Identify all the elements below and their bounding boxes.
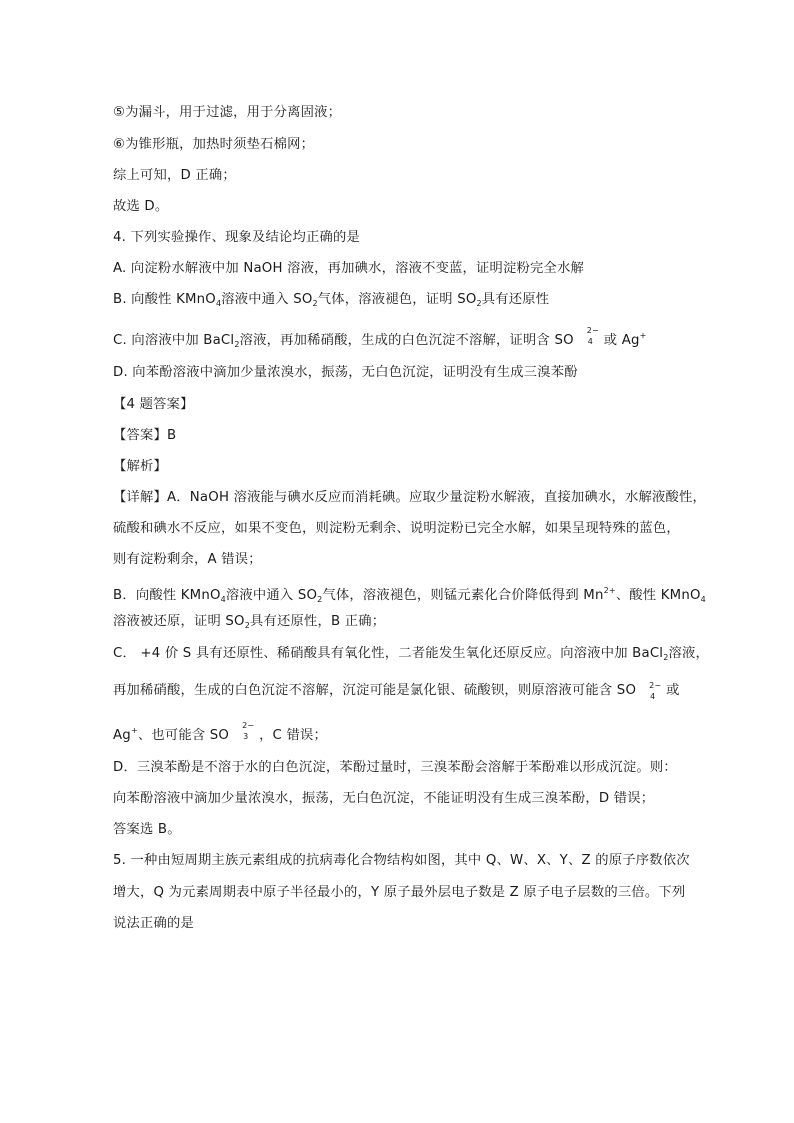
question-5-stem: 增大，Q 为元素周期表中原子半径最小的，Y 原子最外层电子数是 Z 原子电子层数的三倍。下列 <box>113 885 686 900</box>
question-5-stem: 说法正确的是 <box>113 916 194 931</box>
detail-line: 【详解】A．NaOH 溶液能与碘水反应而消耗碘。应取少量淀粉水解液，直接加碘水，水解液酸性， <box>113 490 706 505</box>
detail-b-line-2: 溶液被还原，证明 $SO_2$具有还原性，B 正确； <box>113 614 386 630</box>
answer-tag: 【4 题答案】 <box>113 397 194 412</box>
final-answer: 答案选 B。 <box>113 822 181 837</box>
text-line: ⑥为锥形瓶，加热时须垫石棉网； <box>113 137 315 152</box>
option-d: D. 向苯酚溶液中滴加少量浓溴水，振荡，无白色沉淀，证明没有生成三溴苯酚 <box>113 365 578 380</box>
question-5-stem: 5. 一种由短周期主族元素组成的抗病毒化合物结构如图，其中 Q、W、X、Y、Z 的原子序数依次 <box>113 853 690 868</box>
detail-line: 硫酸和碘水不反应，如果不变色，则淀粉无剩余、说明淀粉已完全水解，如果呈现特殊的蓝色， <box>113 521 680 536</box>
detail-line: D．三溴苯酚是不溶于水的白色沉淀，苯酚过量时，三溴苯酚会溶解于苯酚难以形成沉淀。则： <box>113 760 677 775</box>
detail-b-line-1: B．向酸性 KMnO$_4$溶液中通入 $SO_2$气体，溶液褪色，则锰元素化合价降低得到 $Mn^{2+}$、酸性 KMnO$_4$ <box>113 586 706 604</box>
analysis-heading: 【解析】 <box>113 459 167 474</box>
detail-c-line-1: C． +4 价 S 具有还原性、稀硝酸具有氧化性，二者能发生氧化还原反应。向溶液中加 BaCl$_2$溶液， <box>113 646 709 662</box>
option-b: B. 向酸性 KMnO$_4$溶液中通入 $SO_2$气体，溶液褪色，证明 $SO_2$具有还原性 <box>113 292 550 308</box>
question-4-stem: 4. 下列实验操作、现象及结论均正确的是 <box>113 230 360 245</box>
detail-c-line-2: 再加稀硝酸，生成的白色沉淀不溶解，沉淀可能是氯化银、硫酸钡，则原溶液可能含 SO 2− 4 或 <box>113 681 680 701</box>
detail-line: 向苯酚溶液中滴加少量浓溴水，振荡，无白色沉淀，不能证明没有生成三溴苯酚，D 错误； <box>113 791 655 806</box>
option-a: A. 向淀粉水解液中加 NaOH 溶液，再加碘水，溶液不变蓝，证明淀粉完全水解 <box>113 261 585 276</box>
detail-line: 则有淀粉剩余，A 错误； <box>113 552 262 567</box>
text-line: 故选 D。 <box>113 199 169 214</box>
answer: 【答案】B <box>113 428 177 443</box>
detail-c-line-3: Ag+、也可能含 SO 2− 3 ，C 错误； <box>113 721 327 743</box>
text-line: ⑤为漏斗，用于过滤，用于分离固液； <box>113 105 342 120</box>
option-c: C. 向溶液中加 BaCl$_2$溶液，再加稀硝酸，生成的白色沉淀不溶解，证明含 SO 2− 4 或 Ag+ <box>113 326 647 349</box>
text-line: 综上可知，D 正确； <box>113 168 236 183</box>
